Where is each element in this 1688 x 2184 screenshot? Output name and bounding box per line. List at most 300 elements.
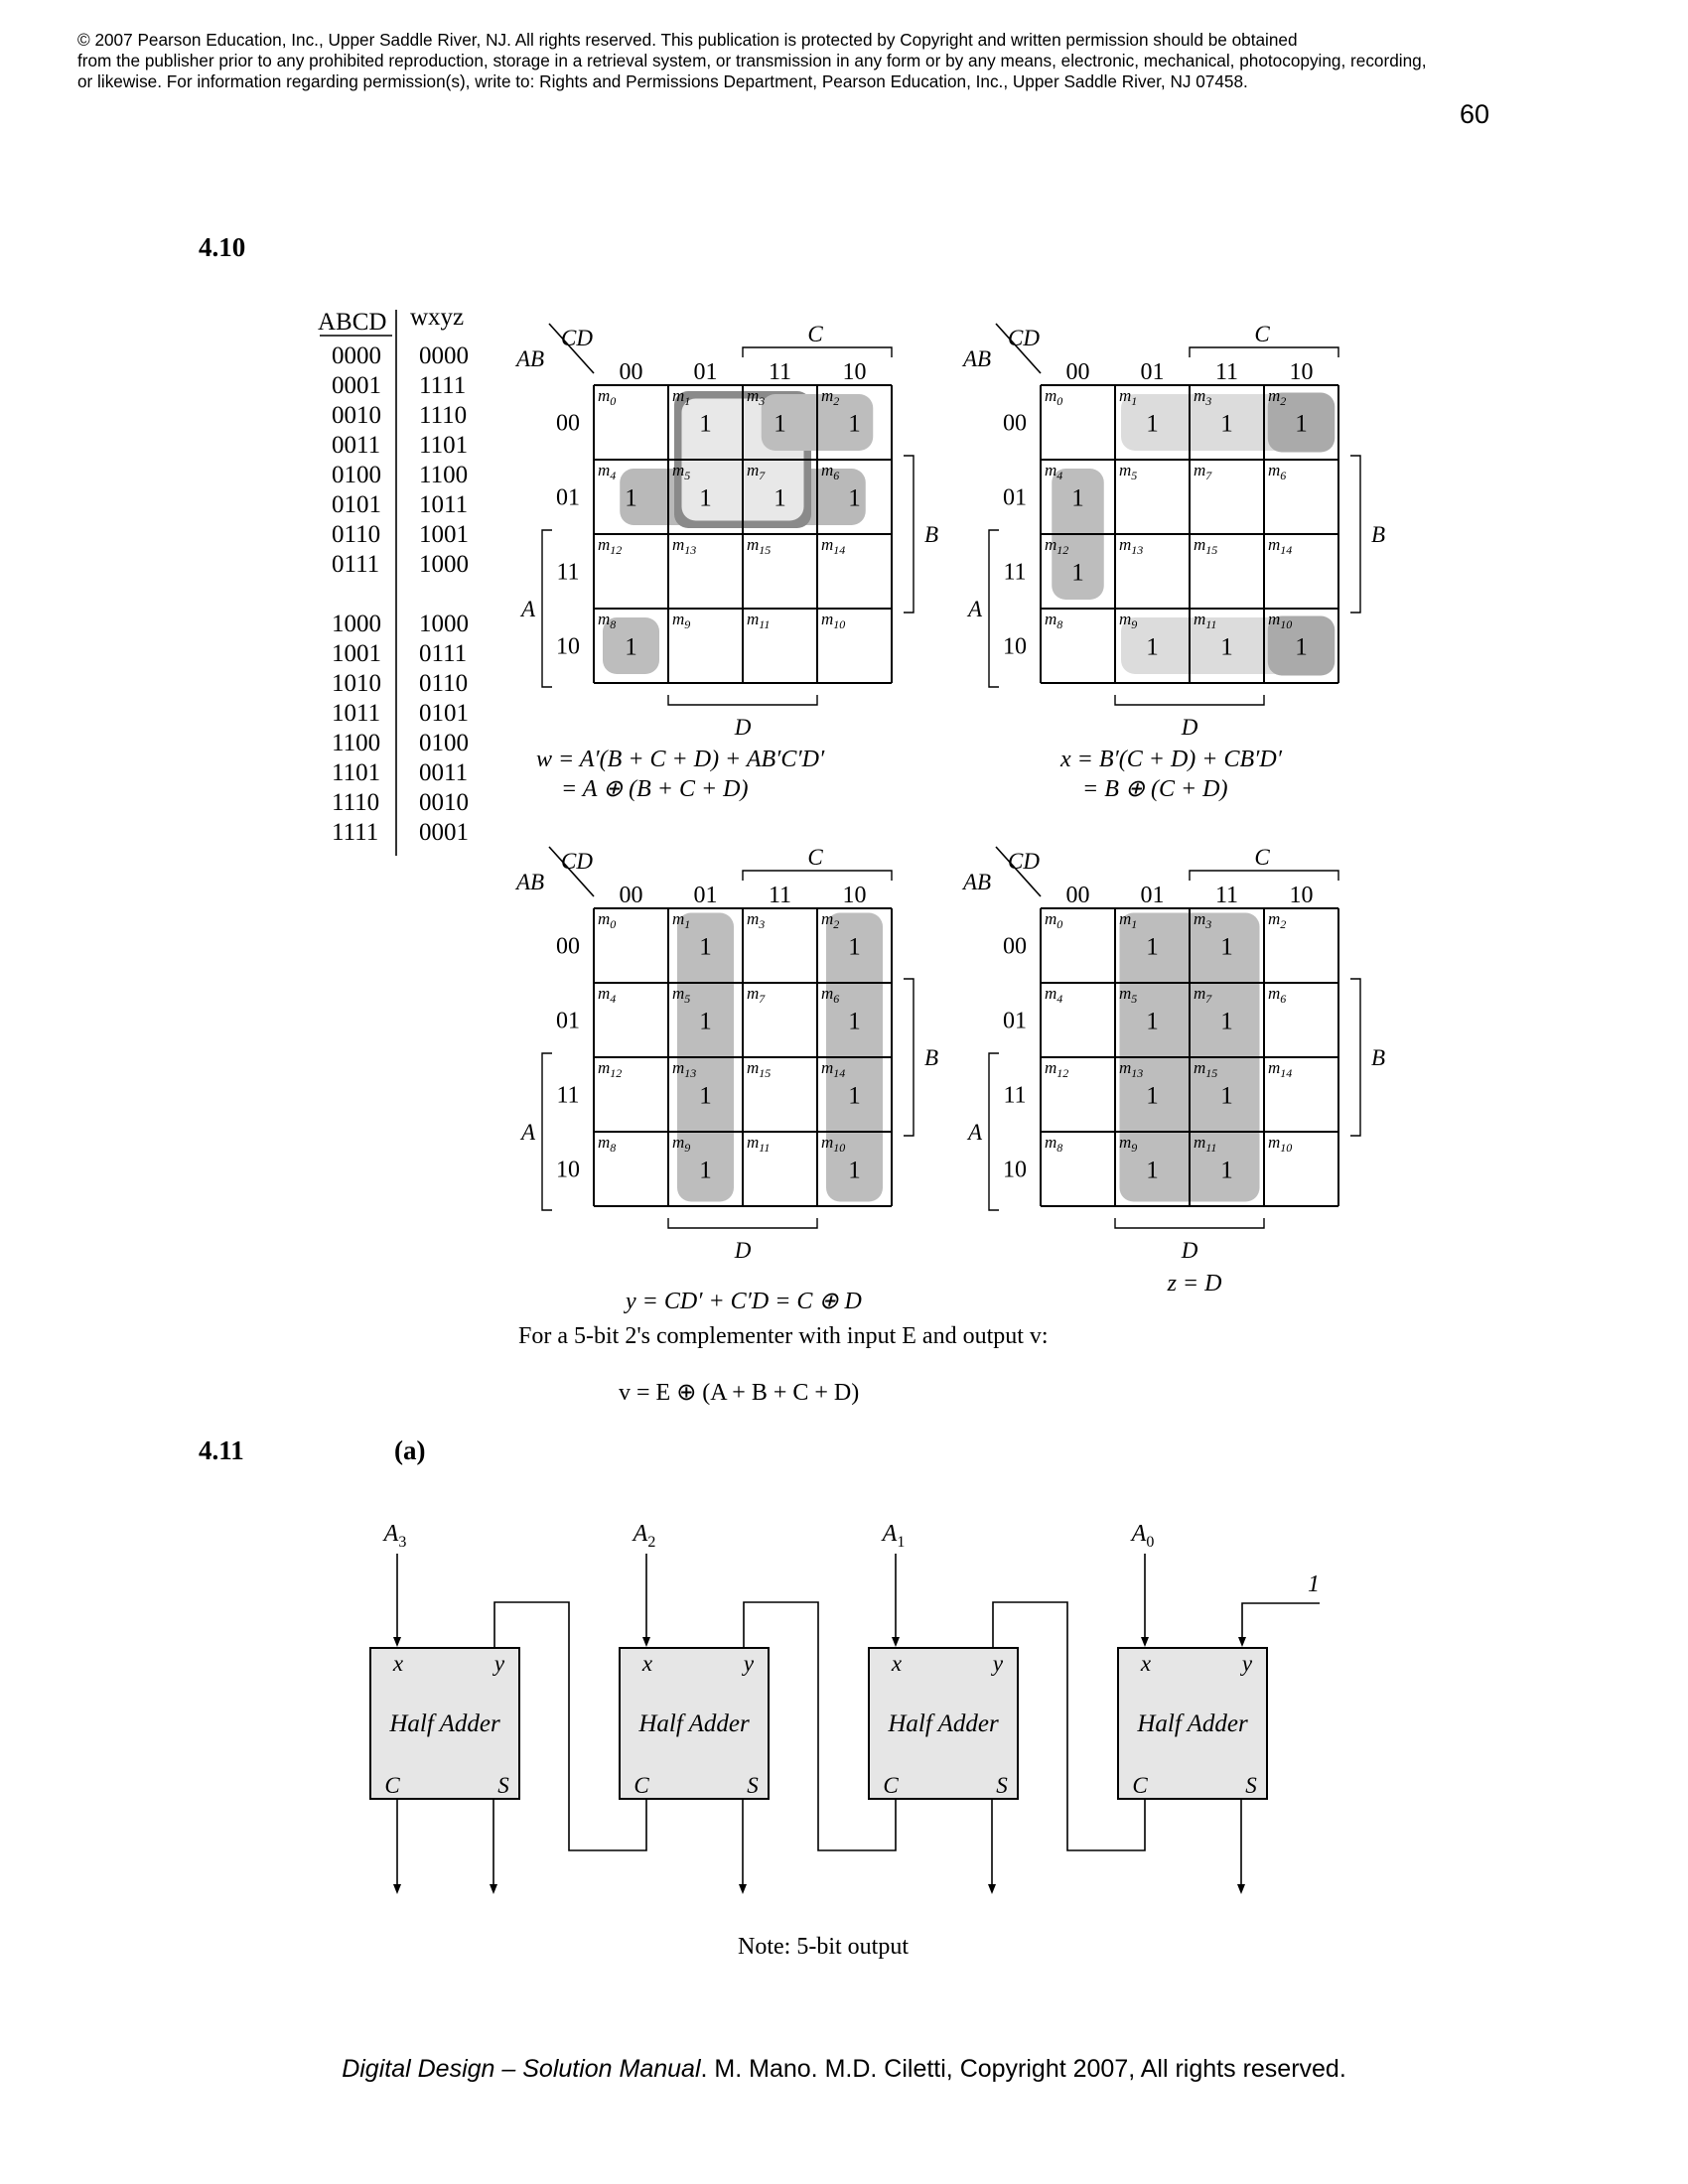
minterm-label <box>1045 461 1062 482</box>
kmap-one: 1 <box>699 1008 712 1035</box>
kmap-one: 1 <box>848 410 861 438</box>
minterm-index: 2 <box>1280 917 1287 931</box>
minterm-label <box>1268 1133 1292 1155</box>
minterm-index: 0 <box>610 394 617 408</box>
minterm-label <box>1045 386 1062 408</box>
port-x-label: x <box>891 1651 903 1676</box>
arrowhead <box>988 1884 996 1894</box>
kmap-one: 1 <box>1146 933 1159 961</box>
minterm-label <box>1194 535 1217 557</box>
kmap-cd-label: CD <box>561 849 593 874</box>
equation-x: = B ⊕ (C + D) <box>1082 776 1228 802</box>
half-adder-title: Half Adder <box>638 1710 750 1737</box>
minterm-m: m <box>821 1133 834 1152</box>
d-bracket <box>668 695 817 705</box>
c-bracket <box>743 871 892 881</box>
kmap-var-d: D <box>734 1238 752 1263</box>
kmap-one: 1 <box>1071 484 1084 512</box>
truth-table-header: ABCD <box>318 309 387 336</box>
kmap-one: 1 <box>1220 410 1233 438</box>
minterm-m: m <box>1268 535 1281 554</box>
minterm-m: m <box>598 1133 611 1152</box>
column-code: 00 <box>1065 359 1090 385</box>
minterm-m: m <box>1268 386 1281 405</box>
minterm-index: 2 <box>833 394 840 408</box>
minterm-m: m <box>1119 984 1132 1003</box>
minterm-index: 4 <box>1056 469 1063 482</box>
minterm-index: 15 <box>1205 1066 1218 1080</box>
minterm-m: m <box>747 909 760 928</box>
minterm-m: m <box>672 1058 685 1077</box>
kmap-one: 1 <box>625 484 637 512</box>
minterm-m: m <box>747 461 760 479</box>
minterm-label <box>1194 610 1216 631</box>
kmap-var-a: A <box>520 597 536 621</box>
b-bracket <box>1350 979 1360 1136</box>
truth-table-cell: 0100 <box>419 730 469 756</box>
column-code: 11 <box>1214 883 1239 908</box>
minterm-m: m <box>1119 386 1132 405</box>
footer-book-title: Digital Design – Solution Manual <box>342 2055 701 2083</box>
port-s-label: S <box>996 1773 1008 1798</box>
kmap-y <box>514 845 938 1263</box>
minterm-m: m <box>598 1058 611 1077</box>
minterm-index: 6 <box>1280 992 1287 1006</box>
minterm-index: 15 <box>759 543 772 557</box>
c-bracket <box>1190 871 1338 881</box>
a-bracket <box>989 530 999 687</box>
minterm-index: 13 <box>1131 543 1144 557</box>
minterm-m: m <box>821 386 834 405</box>
row-code: 11 <box>556 1082 580 1109</box>
truth-table-cell: 1111 <box>419 372 467 399</box>
column-code: 11 <box>768 359 792 385</box>
minterm-label <box>1268 984 1286 1006</box>
minterm-m: m <box>747 984 760 1003</box>
kmap-var-a: A <box>967 1120 983 1145</box>
minterm-m: m <box>1045 1058 1057 1077</box>
minterm-index: 3 <box>759 917 766 931</box>
half-adder-title: Half Adder <box>389 1710 500 1737</box>
minterm-m: m <box>1119 535 1132 554</box>
row-code: 00 <box>556 933 580 960</box>
truth-table-cell: 0110 <box>332 521 381 548</box>
column-code: 10 <box>1289 359 1314 385</box>
kmap-var-d: D <box>734 715 752 740</box>
minterm-label <box>747 1058 771 1080</box>
truth-table-cell: 1011 <box>332 700 381 727</box>
arrowhead <box>393 1637 401 1647</box>
minterm-index: 10 <box>1280 617 1293 631</box>
truth-table-cell: 0001 <box>419 819 469 846</box>
minterm-label <box>598 1133 616 1155</box>
port-c-label: C <box>883 1773 899 1798</box>
column-code: 01 <box>693 359 718 385</box>
minterm-index: 14 <box>1280 1066 1293 1080</box>
minterm-index: 3 <box>1205 394 1212 408</box>
minterm-index: 5 <box>1131 992 1138 1006</box>
minterm-m: m <box>672 461 685 479</box>
port-y-label: y <box>493 1651 505 1676</box>
kmap-w <box>514 322 938 740</box>
column-code: 00 <box>1065 883 1090 908</box>
minterm-m: m <box>1194 1058 1206 1077</box>
minterm-m: m <box>1194 909 1206 928</box>
minterm-index: 2 <box>833 917 840 931</box>
minterm-m: m <box>1268 909 1281 928</box>
minterm-index: 7 <box>1205 992 1212 1006</box>
minterm-label <box>821 610 845 631</box>
footer-credit: . M. Mano. M.D. Ciletti, Copyright 2007, All rights reserved. <box>700 2055 1346 2083</box>
input-label-subscript: 2 <box>647 1534 656 1551</box>
truth-table-header: wxyz <box>410 304 465 331</box>
minterm-m: m <box>1119 610 1132 628</box>
kmap-one: 1 <box>1146 633 1159 661</box>
copyright-line: or likewise. For information regarding permission(s), write to: Rights and Permissions Department, Pearson Education, Inc., Upper Saddle River, NJ 07458. <box>77 71 1248 91</box>
kmap-one: 1 <box>699 1082 712 1110</box>
minterm-label <box>821 535 845 557</box>
minterm-index: 13 <box>1131 1066 1144 1080</box>
minterm-m: m <box>1119 909 1132 928</box>
minterm-m: m <box>1045 1133 1057 1152</box>
column-code: 01 <box>1140 883 1165 908</box>
arrowhead <box>490 1884 497 1894</box>
problem-number-4-11: 4.11 <box>199 1435 244 1465</box>
row-code: 01 <box>1003 1008 1027 1034</box>
minterm-index: 9 <box>1131 617 1138 631</box>
minterm-label <box>1194 909 1211 931</box>
column-code: 11 <box>1214 359 1239 385</box>
minterm-m: m <box>672 610 685 628</box>
minterm-index: 8 <box>610 617 617 631</box>
b-bracket <box>904 456 914 613</box>
truth-table-cell: 1100 <box>332 730 381 756</box>
complementer-note: For a 5-bit 2's complementer with input E and output v: <box>518 1323 1049 1349</box>
kmap-var-a: A <box>967 597 983 621</box>
c-bracket <box>1190 347 1338 357</box>
minterm-label <box>1045 1058 1068 1080</box>
a-bracket <box>542 1053 552 1210</box>
minterm-index: 14 <box>833 543 846 557</box>
minterm-label <box>821 386 839 408</box>
minterm-index: 7 <box>759 469 766 482</box>
constant-input-label: 1 <box>1308 1571 1320 1597</box>
kmap-one: 1 <box>1146 1082 1159 1110</box>
c-bracket <box>743 347 892 357</box>
input-label-subscript: 1 <box>897 1534 906 1551</box>
kmap-one: 1 <box>848 1008 861 1035</box>
arrowhead <box>1237 1884 1245 1894</box>
port-c-label: C <box>384 1773 400 1798</box>
truth-table-cell: 0000 <box>332 342 381 369</box>
d-bracket <box>1115 695 1264 705</box>
arrowhead <box>1238 1637 1246 1647</box>
minterm-m: m <box>1045 610 1057 628</box>
minterm-m: m <box>1268 461 1281 479</box>
minterm-index: 12 <box>610 543 623 557</box>
minterm-index: 10 <box>1280 1141 1293 1155</box>
minterm-label <box>598 610 616 631</box>
kmap-one: 1 <box>699 933 712 961</box>
kmap-var-b: B <box>923 522 939 547</box>
kmap-one: 1 <box>848 933 861 961</box>
minterm-index: 0 <box>1056 394 1063 408</box>
minterm-m: m <box>821 610 834 628</box>
row-code: 10 <box>1003 1157 1027 1183</box>
row-code: 01 <box>556 484 580 511</box>
minterm-index: 10 <box>833 617 846 631</box>
minterm-index: 1 <box>1131 394 1138 408</box>
minterm-label <box>1268 535 1292 557</box>
minterm-label <box>1268 461 1286 482</box>
kmap-one: 1 <box>1146 1008 1159 1035</box>
arrowhead <box>1141 1637 1149 1647</box>
minterm-m: m <box>1194 1133 1206 1152</box>
output-note: Note: 5-bit output <box>738 1934 909 1960</box>
copyright-line: from the publisher prior to any prohibited reproduction, storage in a retrieval system, or transmission in any form or by any means, electronic, mechanical, photocopying, recording, <box>77 51 1427 70</box>
minterm-index: 1 <box>684 394 691 408</box>
truth-table <box>318 304 469 856</box>
minterm-index: 6 <box>833 992 840 1006</box>
input-label <box>382 1521 407 1551</box>
minterm-m: m <box>821 909 834 928</box>
truth-table-cell: 0100 <box>332 462 381 488</box>
minterm-m: m <box>672 909 685 928</box>
minterm-index: 8 <box>1056 617 1063 631</box>
minterm-label <box>672 610 690 631</box>
page-number: 60 <box>1460 99 1490 129</box>
kmap-one: 1 <box>1146 410 1159 438</box>
minterm-label <box>1268 386 1286 408</box>
kmap-var-c: C <box>807 845 823 870</box>
footer-citation <box>0 2055 1688 2084</box>
truth-table-cell: 0101 <box>419 700 469 727</box>
minterm-index: 0 <box>1056 917 1063 931</box>
equation-y: y = CD′ + C′D = C ⊕ D <box>626 1289 862 1314</box>
minterm-m: m <box>747 386 760 405</box>
minterm-m: m <box>821 461 834 479</box>
minterm-m: m <box>747 1058 760 1077</box>
complementer-equation: v = E ⊕ (A + B + C + D) <box>619 1380 860 1406</box>
kmap-one: 1 <box>699 1157 712 1184</box>
minterm-m: m <box>747 610 760 628</box>
truth-table-cell: 1011 <box>419 491 469 518</box>
minterm-index: 8 <box>610 1141 617 1155</box>
minterm-label <box>598 984 616 1006</box>
kmap-x <box>961 322 1385 740</box>
minterm-m: m <box>1194 610 1206 628</box>
minterm-label <box>1119 535 1143 557</box>
minterm-m: m <box>1119 1058 1132 1077</box>
row-code: 00 <box>556 410 580 437</box>
column-code: 10 <box>842 883 867 908</box>
minterm-label <box>598 909 616 931</box>
minterm-label <box>821 909 839 931</box>
arrowhead <box>739 1884 747 1894</box>
minterm-label <box>747 909 765 931</box>
kmap-one: 1 <box>774 410 786 438</box>
minterm-m: m <box>672 1133 685 1152</box>
minterm-label <box>747 386 765 408</box>
half-adder-title: Half Adder <box>888 1710 999 1737</box>
truth-table-cell: 1001 <box>419 521 469 548</box>
kmap-one: 1 <box>1220 1157 1233 1184</box>
minterm-label <box>747 535 771 557</box>
arrowhead <box>642 1637 650 1647</box>
row-code: 00 <box>1003 410 1027 437</box>
kmap-ab-label: AB <box>516 870 545 894</box>
minterm-label <box>747 1133 770 1155</box>
minterm-label <box>1119 386 1137 408</box>
arrowhead <box>892 1637 900 1647</box>
b-bracket <box>1350 456 1360 613</box>
row-code: 11 <box>1003 1082 1027 1109</box>
column-code: 01 <box>693 883 718 908</box>
half-adder-title: Half Adder <box>1137 1710 1248 1737</box>
kmap-one: 1 <box>1220 1008 1233 1035</box>
minterm-label <box>598 535 622 557</box>
truth-table-cell: 1000 <box>419 611 469 637</box>
minterm-m: m <box>598 386 611 405</box>
arrowhead <box>393 1884 401 1894</box>
minterm-index: 15 <box>759 1066 772 1080</box>
minterm-index: 13 <box>684 543 697 557</box>
minterm-index: 6 <box>1280 469 1287 482</box>
input-label-subscript: 3 <box>398 1534 407 1551</box>
half-adder-1 <box>620 1521 769 1894</box>
minterm-label <box>598 461 616 482</box>
d-bracket <box>1115 1218 1264 1228</box>
minterm-label <box>747 984 766 1006</box>
truth-table-cell: 1111 <box>332 819 379 846</box>
port-c-label: C <box>633 1773 649 1798</box>
minterm-label <box>598 1058 622 1080</box>
kmap-var-d: D <box>1181 715 1198 740</box>
minterm-m: m <box>821 984 834 1003</box>
truth-table-cell: 1101 <box>419 432 469 459</box>
equation-w: w = A′(B + C + D) + AB′C′D′ <box>536 747 825 772</box>
copyright-line: © 2007 Pearson Education, Inc., Upper Saddle River, NJ. All rights reserved. This publication is protected by Copyright and written permission should be obtained <box>77 30 1298 50</box>
minterm-index: 14 <box>1280 543 1293 557</box>
minterm-label <box>1268 909 1286 931</box>
minterm-label <box>1045 984 1062 1006</box>
kmap-var-c: C <box>1254 322 1270 346</box>
minterm-index: 2 <box>1280 394 1287 408</box>
truth-table-cell: 1010 <box>332 670 381 697</box>
equation-x: x = B′(C + D) + CB′D′ <box>1060 747 1282 772</box>
minterm-index: 14 <box>833 1066 846 1080</box>
minterm-label <box>1268 1058 1292 1080</box>
input-label-letter: A <box>633 1521 648 1547</box>
minterm-m: m <box>672 386 685 405</box>
kmap-var-a: A <box>520 1120 536 1145</box>
kmap-ab-label: AB <box>516 346 545 371</box>
minterm-m: m <box>598 610 611 628</box>
minterm-index: 7 <box>1205 469 1212 482</box>
minterm-m: m <box>747 1133 760 1152</box>
kmap-one: 1 <box>848 1157 861 1184</box>
kmap-one: 1 <box>699 484 712 512</box>
minterm-index: 9 <box>684 1141 691 1155</box>
kmap-cd-label: CD <box>1008 849 1040 874</box>
minterm-index: 7 <box>759 992 766 1006</box>
minterm-m: m <box>1119 461 1132 479</box>
port-s-label: S <box>747 1773 759 1798</box>
minterm-label <box>672 386 690 408</box>
minterm-index: 10 <box>833 1141 846 1155</box>
minterm-index: 12 <box>1056 543 1069 557</box>
truth-table-cell: 1000 <box>419 551 469 578</box>
minterm-label <box>672 909 690 931</box>
a-bracket <box>989 1053 999 1210</box>
half-adder-circuit <box>370 1521 1320 1960</box>
kmap-ab-label: AB <box>963 346 992 371</box>
minterm-m: m <box>1045 386 1057 405</box>
minterm-m: m <box>598 984 611 1003</box>
constant-input-wire <box>1242 1603 1320 1643</box>
column-code: 11 <box>768 883 792 908</box>
column-code: 01 <box>1140 359 1165 385</box>
truth-table-cell: 0011 <box>332 432 381 459</box>
truth-table-cell: 1110 <box>332 789 380 816</box>
kmap-one: 1 <box>1295 633 1308 661</box>
port-x-label: x <box>392 1651 404 1676</box>
kmap-cd-label: CD <box>561 326 593 350</box>
truth-table-cell: 0001 <box>332 372 381 399</box>
problem-number-4-10: 4.10 <box>199 232 246 262</box>
minterm-index: 5 <box>684 469 691 482</box>
minterm-index: 1 <box>1131 917 1138 931</box>
truth-table-cell: 0011 <box>419 759 469 786</box>
minterm-m: m <box>1268 984 1281 1003</box>
kmap-one: 1 <box>625 633 637 661</box>
truth-table-cell: 1001 <box>332 640 381 667</box>
input-label <box>881 1521 906 1551</box>
port-y-label: y <box>992 1651 1004 1676</box>
minterm-index: 0 <box>610 917 617 931</box>
minterm-label <box>672 535 696 557</box>
minterm-m: m <box>1045 909 1057 928</box>
minterm-m: m <box>1268 1133 1281 1152</box>
truth-table-cell: 1100 <box>419 462 469 488</box>
input-label <box>632 1521 656 1551</box>
half-adder-0 <box>370 1521 519 1894</box>
minterm-m: m <box>672 984 685 1003</box>
truth-table-cell: 0010 <box>332 402 381 429</box>
minterm-m: m <box>598 535 611 554</box>
minterm-m: m <box>598 909 611 928</box>
input-label-letter: A <box>1131 1521 1147 1547</box>
truth-table-cell: 1000 <box>332 611 381 637</box>
minterm-m: m <box>1194 386 1206 405</box>
minterm-index: 6 <box>833 469 840 482</box>
truth-table-cell: 1101 <box>332 759 381 786</box>
minterm-m: m <box>821 1058 834 1077</box>
minterm-label <box>1119 909 1137 931</box>
port-s-label: S <box>1245 1773 1257 1798</box>
input-label-letter: A <box>882 1521 898 1547</box>
minterm-index: 5 <box>684 992 691 1006</box>
minterm-m: m <box>1045 535 1057 554</box>
a-bracket <box>542 530 552 687</box>
truth-table-cell: 1110 <box>419 402 468 429</box>
equation-w: = A ⊕ (B + C + D) <box>561 776 749 802</box>
minterm-m: m <box>672 535 685 554</box>
port-x-label: x <box>1140 1651 1152 1676</box>
minterm-index: 9 <box>684 617 691 631</box>
kmap-one: 1 <box>848 1082 861 1110</box>
b-bracket <box>904 979 914 1136</box>
